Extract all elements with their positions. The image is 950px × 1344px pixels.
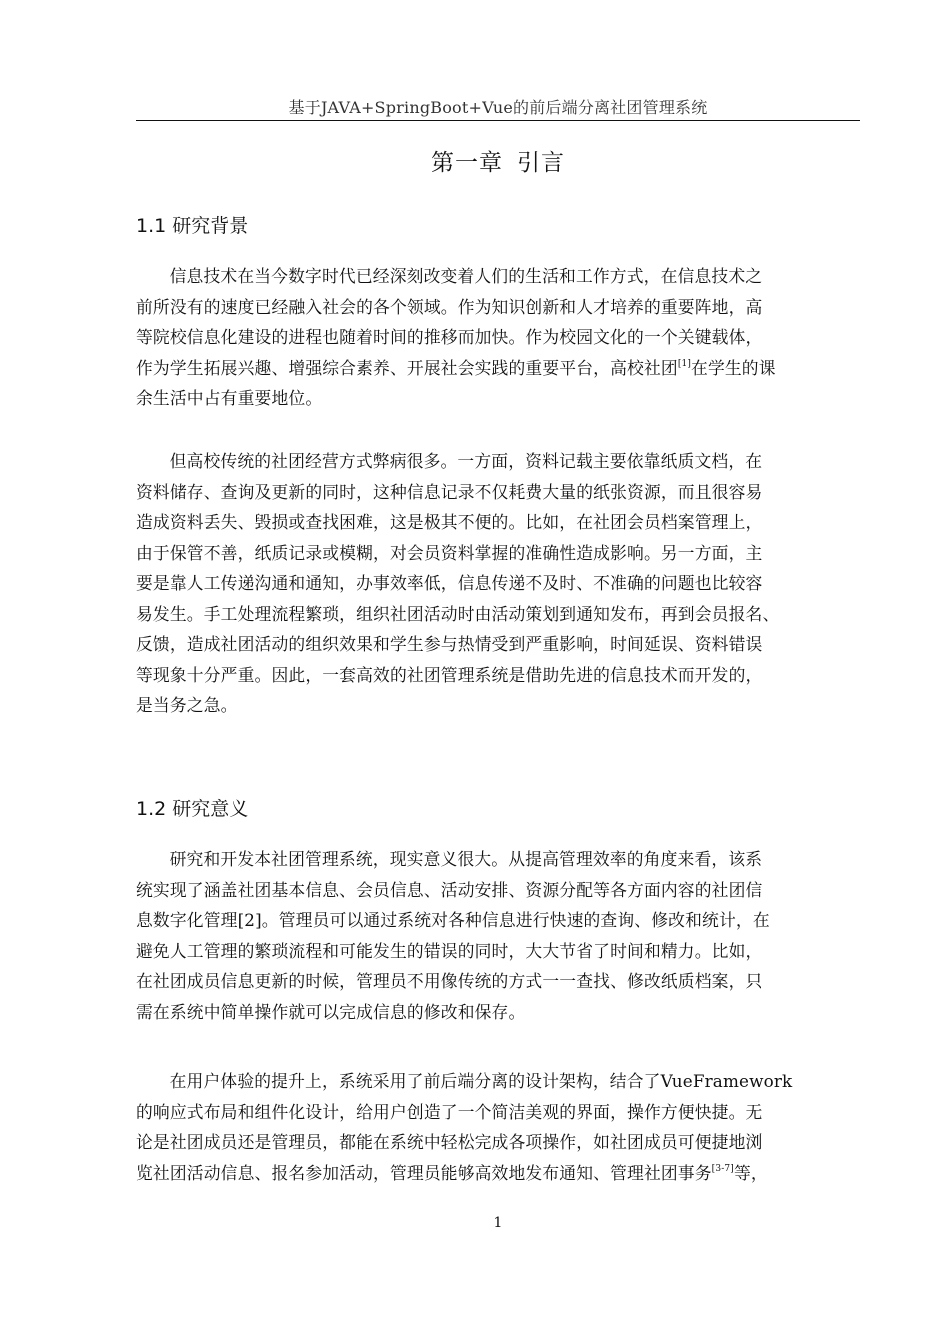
- paragraph-line: 前所没有的速度已经融入社会的各个领域。作为知识创新和人才培养的重要阵地，高: [136, 296, 763, 317]
- page-number: 1: [493, 1215, 503, 1231]
- paragraph-line: [136, 353, 866, 384]
- header-rule: [136, 120, 860, 121]
- running-header: 基于JAVA+SpringBoot+Vue的前后端分离社团管理系统: [288, 98, 708, 117]
- chapter-number: 第一章: [431, 150, 503, 176]
- paragraph-line: 由于保管不善，纸质记录或模糊，对会员资料掌握的准确性造成影响。另一方面，主: [136, 542, 763, 563]
- paragraph-significance-1: [136, 844, 866, 1027]
- paragraph-line: 的响应式布局和组件化设计，给用户创造了一个简洁美观的界面，操作方便快捷。无: [136, 1101, 763, 1122]
- paragraph-line: 等院校信息化建设的进程也随着时间的推移而加快。作为校园文化的一个关键载体，: [136, 327, 763, 347]
- chapter-name: 引言: [517, 150, 565, 176]
- paragraph-line: 资料储存、查询及更新的同时，这种信息记录不仅耗费大量的纸张资源，而且很容易: [136, 481, 763, 502]
- paragraph-line: 是当务之急。: [136, 695, 238, 715]
- paragraph-line: 信息技术在当今数字时代已经深刻改变着人们的生活和工作方式，在信息技术之: [169, 266, 763, 286]
- paragraph-line: 避免人工管理的繁琐流程和可能发生的错误的同时，大大节省了时间和精力。比如，: [136, 940, 763, 961]
- citation-ref: [1]: [677, 358, 692, 369]
- paragraph-line: [136, 1158, 866, 1189]
- paragraph-background-1: [136, 261, 866, 414]
- paragraph-line: 息数字化管理[2]。管理员可以通过系统对各种信息进行快速的查询、修改和统计，在: [136, 910, 770, 930]
- paragraph-line: 在社团成员信息更新的时候，管理员不用像传统的方式一一查找、修改纸质档案，只: [136, 971, 763, 991]
- paragraph-line: 易发生。手工处理流程繁琐，组织社团活动时由活动策划到通知发布，再到会员报名、: [136, 603, 780, 624]
- line-text: 等，: [733, 1162, 768, 1183]
- paragraph-significance-2: [136, 1066, 866, 1188]
- line-text: 在学生的课: [691, 357, 776, 378]
- paragraph-line: 论是社团成员还是管理员，都能在系统中轻松完成各项操作，如社团成员可便捷地浏: [136, 1132, 763, 1152]
- paragraph-line: 需在系统中简单操作就可以完成信息的修改和保存。: [136, 1001, 526, 1022]
- paragraph-line: 余生活中占有重要地位。: [136, 388, 323, 408]
- paragraph-line: 但高校传统的社团经营方式弊病很多。一方面，资料记载主要依靠纸质文档，在: [169, 451, 763, 471]
- citation-ref: [3-7]: [711, 1163, 734, 1174]
- paragraph-line: 统实现了涵盖社团基本信息、会员信息、活动安排、资源分配等各方面内容的社团信: [136, 879, 763, 900]
- chapter-title: [136, 146, 860, 180]
- line-text: 览社团活动信息、报名参加活动，管理员能够高效地发布通知、管理社团事务: [136, 1162, 712, 1183]
- paragraph-line: 在用户体验的提升上，系统采用了前后端分离的设计架构，结合了VueFramework: [169, 1071, 793, 1091]
- paragraph-line: 要是靠人工传递沟通和通知，办事效率低，信息传递不及时、不准确的问题也比较容: [136, 573, 763, 593]
- paragraph-line: 反馈，造成社团活动的组织效果和学生参与热情受到严重影响，时间延误、资料错误: [136, 634, 763, 654]
- paragraph-line: 研究和开发本社团管理系统，现实意义很大。从提高管理效率的角度来看，该系: [169, 849, 763, 869]
- paragraph-line: 等现象十分严重。因此，一套高效的社团管理系统是借助先进的信息技术而开发的，: [136, 664, 763, 685]
- line-text: 作为学生拓展兴趣、增强综合素养、开展社会实践的重要平台，高校社团: [136, 357, 678, 378]
- paragraph-line: 造成资料丢失、毁损或查找困难，这是极其不便的。比如，在社团会员档案管理上，: [136, 512, 763, 532]
- section-heading-1-1: 1.1 研究背景: [136, 215, 249, 237]
- paragraph-background-2: [136, 446, 866, 721]
- section-heading-1-2: 1.2 研究意义: [136, 798, 249, 820]
